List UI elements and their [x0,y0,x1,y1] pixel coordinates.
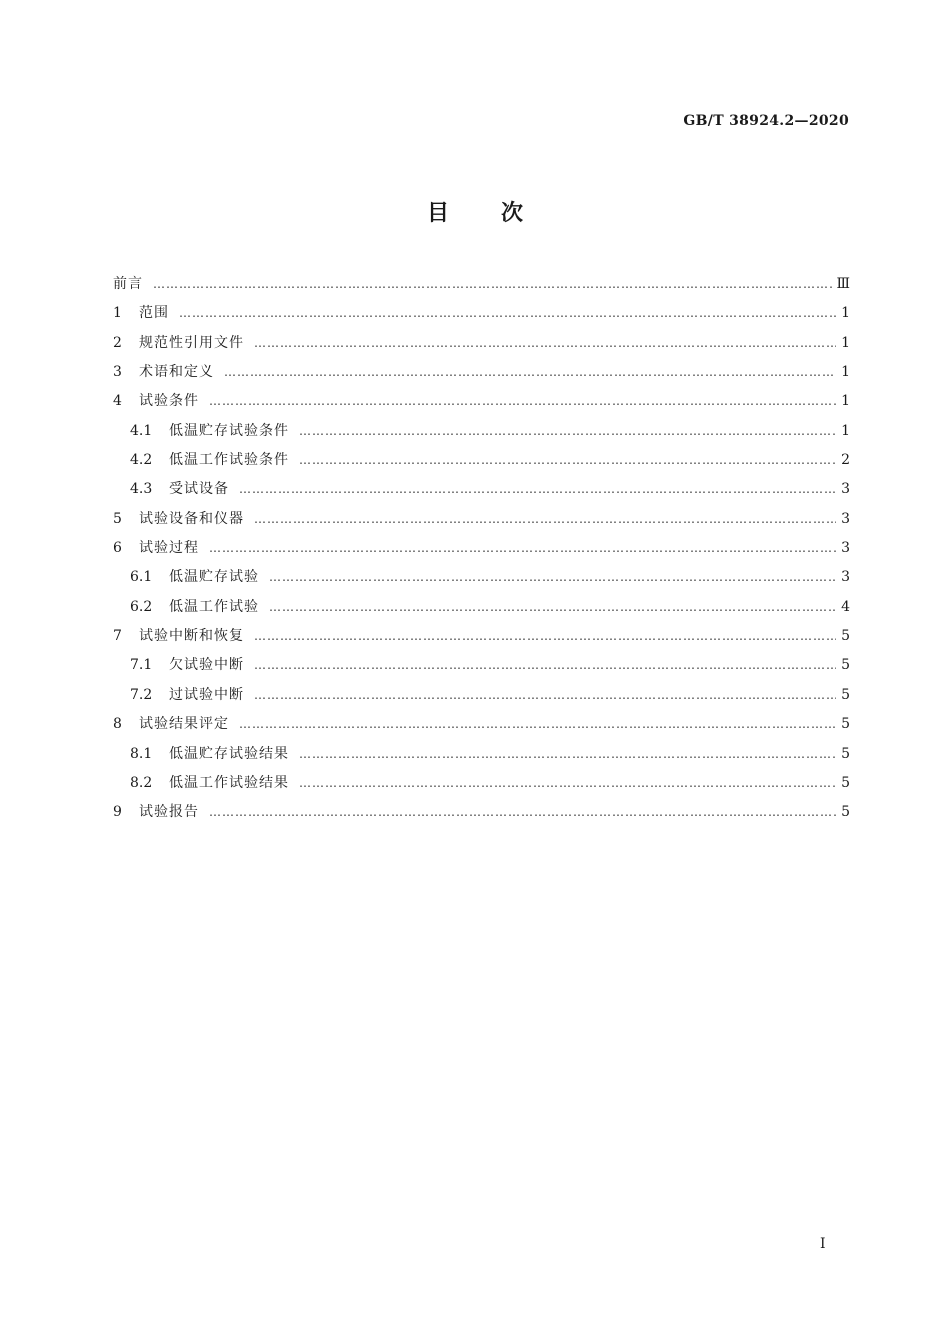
dot-leader [239,475,836,504]
dot-leader [239,710,836,739]
toc-entry-number: 9 [113,804,122,821]
toc-entry-number: 4.1 [130,422,153,439]
toc-entry-number: 8 [113,716,122,733]
toc-entry-preface[interactable] [113,270,850,299]
standard-number: GB/T 38924.2—2020 [683,113,849,129]
dot-leader [224,358,836,387]
toc-entry-label: 低温工作试验结果 [169,774,289,791]
dot-leader [254,505,836,534]
dot-leader [254,681,836,710]
dot-leader [209,798,836,827]
toc-entry-page: 5 [841,628,850,645]
page-title: 目次 [426,201,575,226]
toc-entry-label: 规范性引用文件 [139,334,244,351]
toc-entry-page: 3 [841,510,850,527]
toc-entry-label: 低温贮存试验 [169,569,259,586]
toc-subentry[interactable] [113,446,850,475]
toc-entry-number: 7.1 [130,657,153,674]
toc-entry[interactable] [113,798,850,827]
footer-page-number: I [820,1236,826,1252]
dot-leader [209,387,836,416]
toc-entry-label: 低温工作试验 [169,598,259,615]
toc-entry-page: Ⅲ [836,276,850,292]
toc-entry[interactable] [113,710,850,739]
toc-entry-label: 范围 [139,305,169,322]
toc-entry-label: 受试设备 [169,481,229,498]
toc-entry-number: 7 [113,628,122,645]
toc-entry-page: 1 [841,305,850,322]
toc-entry-label: 试验过程 [139,540,199,557]
table-of-contents [113,270,850,828]
toc-subentry[interactable] [113,593,850,622]
toc-entry-label: 试验条件 [139,393,199,410]
toc-entry[interactable] [113,622,850,651]
toc-entry-number: 8.2 [130,774,153,791]
toc-entry-page: 2 [841,452,850,469]
toc-subentry[interactable] [113,681,850,710]
toc-entry-page: 3 [841,481,850,498]
toc-entry-page: 5 [841,804,850,821]
toc-entry[interactable] [113,387,850,416]
toc-entry-number: 4.3 [130,481,153,498]
toc-entry[interactable] [113,505,850,534]
toc-entry[interactable] [113,534,850,563]
toc-entry-page: 1 [841,393,850,410]
toc-entry-page: 3 [841,569,850,586]
dot-leader [299,446,836,475]
toc-entry-label: 低温贮存试验结果 [169,745,289,762]
toc-entry-number: 3 [113,364,122,381]
toc-entry-number: 4 [113,393,122,410]
toc-entry-page: 1 [841,422,850,439]
toc-entry[interactable] [113,358,850,387]
toc-entry-page: 5 [841,686,850,703]
toc-entry-label: 试验报告 [139,804,199,821]
toc-entry-page: 4 [841,598,850,615]
toc-entry-page: 5 [841,716,850,733]
toc-entry-label: 试验中断和恢复 [139,628,244,645]
dot-leader [299,417,836,446]
toc-entry-number: 6 [113,540,122,557]
toc-entry-number: 6.2 [130,598,153,615]
dot-leader [179,299,836,328]
toc-subentry[interactable] [113,417,850,446]
dot-leader [254,651,836,680]
toc-subentry[interactable] [113,769,850,798]
toc-entry-number: 2 [113,334,122,351]
dot-leader [299,769,836,798]
toc-subentry[interactable] [113,475,850,504]
toc-entry-page: 5 [841,657,850,674]
toc-entry-label: 过试验中断 [169,686,244,703]
dot-leader [153,270,832,299]
dot-leader [209,534,836,563]
toc-entry-number: 4.2 [130,452,153,469]
toc-entry-number: 7.2 [130,686,153,703]
toc-entry-number: 1 [113,305,122,322]
toc-entry-number: 8.1 [130,745,153,762]
toc-entry-page: 5 [841,745,850,762]
toc-entry-label: 低温工作试验条件 [169,452,289,469]
toc-entry-page: 5 [841,774,850,791]
toc-subentry[interactable] [113,563,850,592]
toc-entry-label: 试验设备和仪器 [139,510,244,527]
dot-leader [269,593,836,622]
toc-entry-page: 3 [841,540,850,557]
dot-leader [254,622,836,651]
toc-entry[interactable] [113,299,850,328]
toc-subentry[interactable] [113,740,850,769]
toc-entry-number: 5 [113,510,122,527]
toc-entry-page: 1 [841,364,850,381]
dot-leader [254,329,836,358]
toc-entry-label: 术语和定义 [139,364,214,381]
toc-entry[interactable] [113,329,850,358]
toc-entry-label: 低温贮存试验条件 [169,422,289,439]
toc-entry-page: 1 [841,334,850,351]
toc-entry-label: 前言 [113,276,143,292]
toc-entry-label: 试验结果评定 [139,716,229,733]
dot-leader [269,563,836,592]
dot-leader [299,740,836,769]
toc-entry-number: 6.1 [130,569,153,586]
toc-entry-label: 欠试验中断 [169,657,244,674]
toc-subentry[interactable] [113,651,850,680]
